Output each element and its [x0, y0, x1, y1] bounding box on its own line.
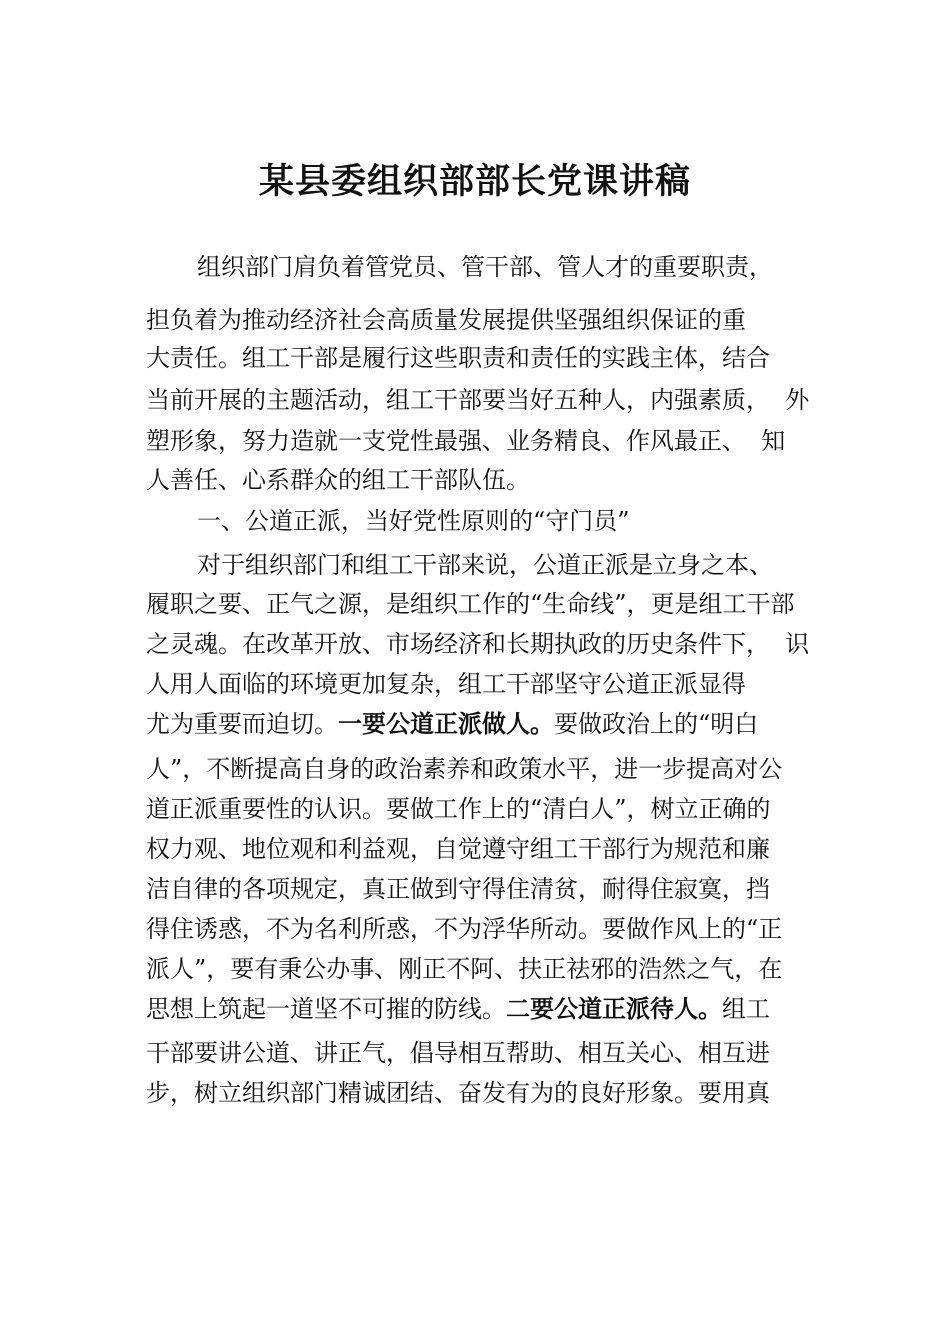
paragraph-line: 履职之要、正气之源，是组织工作的“生命线”，更是组工干部	[146, 590, 795, 618]
document-title: 某县委组织部部长党课讲稿	[258, 161, 691, 202]
paragraph-line: 对于组织部门和组工干部来说，公道正派是立身之本、	[197, 551, 773, 579]
paragraph-line: 人善任、心系群众的组工干部队伍。	[146, 466, 530, 494]
paragraph-line: 组织部门肩负着管党员、管干部、管人才的重要职责，	[197, 253, 773, 281]
paragraph-line: 当前开展的主题活动，组工干部要当好五种人，内强素质， 外	[146, 386, 810, 414]
plain-text: 思想上筑起一道坚不可摧的防线。	[146, 995, 506, 1023]
section-heading: 一、公道正派，当好党性原则的“守门员”	[197, 507, 630, 535]
bold-lead-text: 一要公道正派做人。	[338, 710, 554, 738]
paragraph-line: 人”，不断提高自身的政治素养和政策水平，进一步提高对公	[146, 755, 783, 783]
plain-text: 组工	[722, 995, 770, 1023]
paragraph-line: 人用人面临的环境更加复杂，组工干部坚守公道正派显得	[146, 670, 746, 698]
paragraph-line: 权力观、地位观和利益观，自觉遵守组工干部行为规范和廉	[146, 835, 770, 863]
paragraph-line-mixed	[146, 989, 770, 1029]
bold-lead-text: 二要公道正派待人。	[506, 995, 722, 1023]
paragraph-line: 洁自律的各项规定，真正做到守得住清贫，耐得住寂寞，挡	[146, 875, 770, 903]
paragraph-line: 担负着为推动经济社会高质量发展提供坚强组织保证的重	[146, 306, 746, 334]
plain-text: 尤为重要而迫切。	[146, 710, 338, 738]
paragraph-line: 步，树立组织部门精诚团结、奋发有为的良好形象。要用真	[146, 1079, 770, 1107]
paragraph-line: 塑形象，努力造就一支党性最强、业务精良、作风最正、 知	[146, 427, 786, 455]
paragraph-line: 干部要讲公道、讲正气，倡导相互帮助、相互关心、相互进	[146, 1039, 770, 1067]
paragraph-line: 得住诱惑，不为名利所惑，不为浮华所动。要做作风上的“正	[146, 915, 783, 943]
paragraph-line-mixed	[146, 704, 758, 744]
paragraph-line: 派人”，要有秉公办事、刚正不阿、扶正祛邪的浩然之气，在	[146, 955, 783, 983]
paragraph-line: 之灵魂。在改革开放、市场经济和长期执政的历史条件下， 识	[146, 630, 810, 658]
paragraph-line: 道正派重要性的认识。要做工作上的“清白人”，树立正确的	[146, 795, 771, 823]
paragraph-line: 大责任。组工干部是履行这些职责和责任的实践主体，结合	[146, 344, 770, 372]
plain-text: 要做政治上的“明白	[554, 710, 759, 738]
